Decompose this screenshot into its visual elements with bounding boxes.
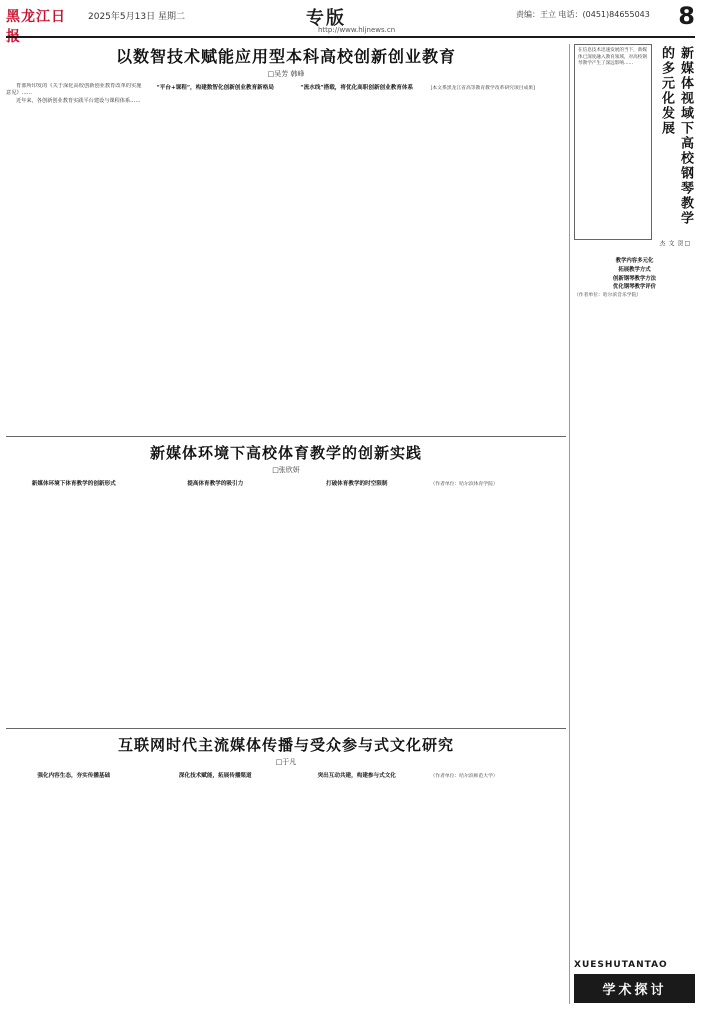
column-divider — [569, 44, 570, 1004]
article-byline: □于凡 — [275, 758, 297, 766]
article-column — [148, 479, 284, 731]
article-column — [289, 83, 425, 443]
article-byline: □张欣妍 — [272, 466, 300, 474]
article-subhead: “平台+课程”，构建数智化创新创业教育新格局 — [156, 85, 274, 91]
footer-brand: XUESHUTANTAO — [574, 960, 668, 970]
article-column — [289, 479, 425, 731]
article-pe-teaching — [6, 442, 566, 724]
sidebar-project-note: （作者单位：哈尔滨音乐学院） — [574, 293, 642, 299]
article-byline: □吴芳 韩峰 — [267, 70, 305, 78]
article-title: 新媒体环境下高校体育教学的创新实践 — [149, 444, 422, 462]
footer-section-label: 学术探讨 — [574, 974, 695, 1003]
article-subhead: 强化内容生态，夯实传播基础 — [37, 773, 111, 779]
article-subhead: 新媒体环境下体育教学的创新形式 — [31, 481, 116, 487]
sidebar-subhead: 创新钢琴教学方法 — [612, 275, 657, 282]
sidebar-article — [574, 44, 695, 1004]
article-column — [431, 771, 567, 1011]
page-number: 8 — [678, 2, 695, 30]
sidebar-body — [574, 256, 695, 956]
sidebar-subhead: 教学内容多元化 — [615, 258, 654, 264]
article-subhead: “流水线”搭载，将优化高职创新创业教育体系 — [300, 85, 414, 91]
article-title: 以数智技术赋能应用型本科高校创新创业教育 — [115, 47, 456, 66]
article-subhead: 深化技术赋能，拓展传播渠道 — [178, 773, 252, 779]
article-paragraph: 近年来，各创新创业教育实践平台建设与课程体系…… — [16, 98, 141, 105]
article-column — [6, 479, 142, 731]
sidebar-header — [574, 44, 695, 250]
page-footer — [574, 960, 695, 1003]
article-column — [431, 83, 567, 443]
article-column — [6, 83, 142, 443]
sidebar-subhead: 优化钢琴教学评价 — [612, 284, 657, 291]
sidebar-intro: 在信息技术迅速发展的当下，新媒体已深度融入教育领域，对高校钢琴教学产生了深远影响…… — [574, 44, 652, 240]
article-subhead: 打破体育教学的时空限制 — [325, 481, 388, 487]
sidebar-title: 新媒体视域下高校钢琴教学的多元化发展 — [659, 46, 693, 226]
issue-date: 2025年5月13日 星期二 — [88, 12, 185, 22]
main-content — [6, 44, 566, 1004]
article-column — [431, 479, 567, 731]
website-url[interactable]: http://www.hljnews.cn — [318, 26, 396, 34]
section-rule — [6, 728, 566, 729]
article-project-note: （作者单位：哈尔滨体育学院） — [430, 482, 498, 487]
article-title: 互联网时代主流媒体传播与受众参与式文化研究 — [117, 736, 454, 754]
newspaper-logo: 黑龙江日报 — [6, 9, 66, 45]
article-digital-innovation — [6, 44, 566, 434]
sidebar-subhead: 拓展教学方式 — [618, 266, 651, 273]
masthead-rule — [6, 36, 695, 38]
section-title: 专版 — [306, 8, 346, 29]
article-project-note: [本文系黑龙江省高等教育教学改革研究项目成果] — [430, 86, 535, 91]
article-column — [6, 771, 142, 1011]
article-project-note: （作者单位：哈尔滨师范大学） — [430, 774, 498, 779]
article-subhead: 突出互动共建，构建参与式文化 — [317, 773, 396, 779]
article-column — [289, 771, 425, 1011]
sidebar-author: □贺文杰 — [658, 240, 691, 247]
article-mainstream-media — [6, 734, 566, 1004]
article-paragraph: 育部所印发的《关于深化高校创新创业教育改革的实施意见》…… — [6, 83, 142, 97]
article-column — [148, 771, 284, 1011]
editor-info: 责编：王立 电话：(0451)84655043 — [516, 10, 650, 19]
section-rule — [6, 436, 566, 437]
article-column — [148, 83, 284, 443]
article-subhead: 提高体育教学的吸引力 — [187, 481, 244, 487]
